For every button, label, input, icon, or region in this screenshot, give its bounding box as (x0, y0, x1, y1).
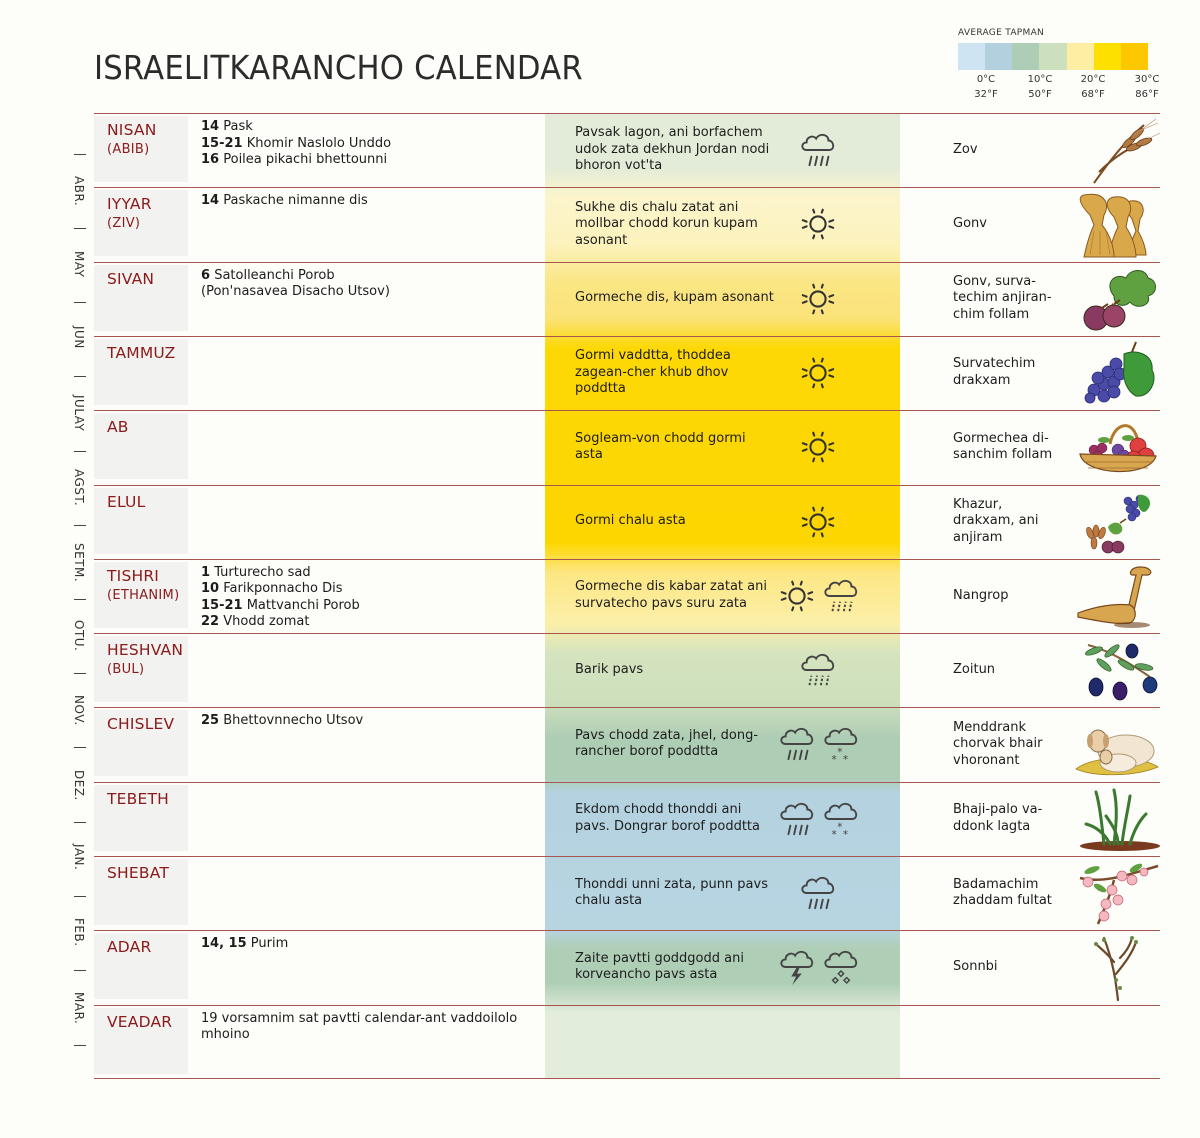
crop-description: Menddrank chorvak bhair vhoronant (953, 719, 1043, 768)
weather-icons (778, 560, 860, 632)
festival-item (201, 193, 531, 210)
hebrew-month-alt-name: (ETHANIM) (107, 587, 180, 603)
hebrew-month-name: HESHVAN (107, 641, 184, 660)
legend-swatch (1121, 43, 1148, 70)
weather-description: Sogleam-von chodd gormi asta (575, 430, 746, 463)
legend-tick: 30°C 86°F (1134, 74, 1160, 100)
weather-icons (799, 486, 837, 558)
festival-text: Mattvanchi Porob (246, 597, 360, 613)
legend-swatch (1012, 43, 1039, 70)
hebrew-month-name: TEBETH (107, 789, 170, 808)
festival-text: Pask (223, 119, 253, 134)
snow-cloud-icon (822, 725, 860, 763)
sun-icon (799, 428, 837, 466)
month-cell (94, 488, 188, 554)
festival-text: Vhodd zomat (223, 614, 310, 630)
table-row (94, 633, 1160, 707)
rain-cloud-icon (778, 800, 816, 838)
sun-icon (799, 205, 837, 243)
table-bottom-border (94, 1078, 1160, 1079)
month-tick (74, 525, 86, 526)
festival-text: Bhettovnnecho Utsov (223, 713, 364, 729)
festivals-list (201, 936, 531, 953)
wheat-sheaf-icon (1074, 191, 1160, 259)
festival-day: 16 (201, 152, 220, 167)
svg-text:*: * (831, 828, 837, 838)
festival-day: 14, 15 (201, 936, 247, 952)
rain-cloud-icon (799, 874, 837, 912)
month-cell (94, 265, 188, 331)
weather-icons (778, 708, 860, 780)
month-cell (94, 710, 188, 776)
crop-description: Bhaji-palo va-ddonk lagta (953, 802, 1043, 834)
weather-description: Gormeche dis kabar zatat ani survatecho pavs suru zata (575, 579, 767, 611)
festival-day: 10 (201, 581, 220, 597)
month-tick (74, 376, 86, 377)
table-row (94, 559, 1160, 633)
festivals-list (201, 119, 531, 169)
flax-icon (1074, 934, 1160, 1002)
weather-description: Barik pavs (575, 661, 644, 677)
legend-swatch (985, 43, 1012, 70)
fig-icon (1074, 266, 1160, 334)
month-tick (74, 302, 86, 303)
festival-item (201, 152, 531, 169)
table-row (94, 113, 1160, 187)
weather-icons (778, 931, 860, 1003)
festival-text: Farikponnacho Dis (223, 581, 343, 597)
festival-day: 14 (201, 193, 220, 209)
festival-day: 25 (201, 713, 220, 729)
month-cell (94, 413, 188, 479)
hebrew-month-name: VEADAR (107, 1012, 173, 1031)
table-row (94, 707, 1160, 781)
crop-description: Gonv (953, 216, 987, 232)
crop-description: Gormechea di-sanchim follam (953, 430, 1053, 463)
table-row (94, 782, 1160, 856)
sprouts-icon (1074, 786, 1160, 854)
table-row (94, 485, 1160, 559)
legend-tick: 0°C 32°F (974, 74, 998, 100)
festival-item (201, 581, 531, 598)
gregorian-month: MAR. (72, 992, 86, 1025)
hebrew-month-name: ADAR (107, 938, 152, 957)
festivals-list (201, 1011, 531, 1044)
festival-day: 14 (201, 119, 220, 134)
month-tick (74, 970, 86, 971)
svg-text:*: * (837, 746, 843, 759)
weather-description: Zaite pavtti goddgodd ani korveancho pavs asta (575, 950, 744, 983)
month-tick (74, 451, 86, 452)
month-tick (74, 1045, 86, 1046)
month-tick (74, 228, 86, 229)
svg-text:*: * (842, 754, 849, 764)
month-cell (94, 933, 188, 999)
festival-day: 15-21 (201, 597, 243, 613)
legend-title: AVERAGE TAPMAN (958, 28, 1045, 38)
crop-description: Gonv, surva-techim anjiran-chim follam (953, 273, 1052, 322)
festival-day: 1 (201, 564, 211, 580)
drizzle-cloud-icon (799, 651, 837, 689)
hail-cloud-icon (822, 948, 860, 986)
gregorian-month: NOV. (72, 695, 86, 726)
table-row (94, 187, 1160, 261)
svg-text:*: * (831, 754, 837, 764)
month-cell (94, 636, 188, 702)
rain-cloud-icon (799, 131, 837, 169)
hebrew-month-alt-name: (BUL) (107, 662, 145, 678)
festival-text: Paskache nimanne dis (223, 193, 368, 209)
legend-tick: 20°C 68°F (1080, 74, 1106, 100)
almond-blossom-icon (1074, 860, 1160, 928)
fruit-basket-icon (1074, 414, 1160, 482)
table-row (94, 262, 1160, 336)
weather-icons (778, 783, 860, 855)
festival-day: 22 (201, 614, 220, 630)
crop-description: Nangrop (953, 587, 1009, 603)
month-cell (94, 116, 188, 182)
sun-icon (799, 354, 837, 392)
month-tick (74, 896, 86, 897)
hebrew-month-name: SIVAN (107, 269, 155, 288)
table-row (94, 930, 1160, 1004)
festival-day: 6 (201, 267, 211, 283)
plow-icon (1074, 563, 1160, 631)
festival-item (201, 268, 531, 285)
svg-text:*: * (842, 828, 849, 838)
sun-icon (799, 503, 837, 541)
weather-icons (799, 411, 837, 483)
hebrew-month-name: SHEBAT (107, 864, 169, 882)
weather-icons (799, 263, 837, 335)
hebrew-month-name: IYYAR (107, 195, 152, 214)
weather-icons (799, 188, 837, 260)
legend-swatch (1039, 43, 1066, 70)
month-cell (94, 1008, 188, 1074)
table-row (94, 856, 1160, 930)
crop-description: Zov (953, 141, 978, 157)
weather-description: Pavs chodd zata, jhel, dong-rancher borof poddtta (575, 727, 759, 760)
table-row (94, 1005, 1160, 1079)
festival-item (201, 598, 531, 615)
crop-description: Zoitun (953, 661, 996, 677)
month-cell (94, 859, 188, 925)
temperature-legend (958, 28, 1158, 104)
month-tick (74, 673, 86, 674)
gregorian-month: ABR. (72, 176, 86, 207)
festival-text: 19 vorsamnim sat pavtti calendar-ant vaddoilolo mhoino (201, 1010, 518, 1043)
festival-item (201, 136, 531, 153)
gregorian-month: DEZ. (72, 770, 86, 801)
festival-item (201, 565, 531, 582)
festivals-list (201, 193, 531, 210)
sun-icon (778, 577, 816, 615)
festival-text: Turturecho sad (214, 564, 311, 580)
crop-description: Khazur, drakxam, ani anjiram (953, 496, 1039, 545)
festival-text: Poilea pikachi bhettounni (223, 152, 388, 167)
weather-description: Thonddi unni zata, punn pavs chalu asta (575, 876, 768, 908)
crop-description: Sonnbi (953, 959, 998, 975)
gregorian-month: FEB. (72, 918, 86, 947)
table-row (94, 336, 1160, 410)
festival-text: Satolleanchi Porob (214, 267, 335, 283)
month-tick (74, 154, 86, 155)
month-tick (74, 747, 86, 748)
festival-text: (Pon'nasavea Disacho Utsov) (201, 284, 390, 300)
snow-cloud-icon (822, 800, 860, 838)
sheep-icon (1074, 711, 1160, 779)
gregorian-month: JAN. (72, 844, 86, 871)
festivals-list (201, 565, 531, 631)
weather-icons (799, 114, 837, 186)
month-cell (94, 785, 188, 851)
gregorian-month: SETM. (72, 543, 86, 583)
weather-icons (799, 337, 837, 409)
festivals-list (201, 713, 531, 730)
crop-description: Survatechim drakxam (953, 356, 1036, 388)
weather-icons (799, 857, 837, 929)
festival-item (201, 936, 531, 953)
weather-description: Gormeche dis, kupam asonant (575, 290, 774, 306)
weather-description: Gormi vaddtta, thoddea zagean-cher khub dhov poddtta (575, 348, 731, 397)
hebrew-month-name: AB (107, 418, 129, 437)
festival-day: 15-21 (201, 135, 243, 151)
grapes-icon (1074, 340, 1160, 408)
thunder-cloud-icon (778, 948, 816, 986)
festival-item (201, 119, 531, 136)
festival-item (201, 1011, 531, 1044)
gregorian-month: JUN (72, 326, 86, 349)
hebrew-month-alt-name: (ZIV) (107, 216, 141, 232)
hebrew-month-name: ELUL (107, 492, 146, 511)
legend-swatch (1067, 43, 1094, 70)
festival-item (201, 614, 531, 631)
gregorian-month: OTU. (72, 620, 86, 652)
weather-description: Sukhe dis chalu zatat ani mollbar chodd korun kupam asonant (575, 199, 758, 248)
hebrew-month-alt-name: (ABIB) (107, 142, 150, 157)
weather-icons (799, 634, 837, 706)
sun-icon (799, 280, 837, 318)
hebrew-month-name: NISAN (107, 121, 157, 139)
weather-description: Gormi chalu asta (575, 513, 686, 529)
hebrew-month-name: TAMMUZ (107, 343, 176, 362)
festival-item (201, 284, 531, 301)
month-cell (94, 190, 188, 256)
gregorian-month: AGST. (72, 469, 86, 507)
legend-swatch (1094, 43, 1121, 70)
crop-description: Badamachim zhaddam fultat (953, 876, 1052, 908)
month-tick (74, 599, 86, 600)
legend-swatch (958, 43, 985, 70)
legend-tick: 10°C 50°F (1027, 74, 1053, 100)
month-cell (94, 339, 188, 405)
drizzle-cloud-icon (822, 577, 860, 615)
festival-text: Purim (250, 936, 289, 952)
legend-color-bar (958, 43, 1148, 70)
svg-text:*: * (837, 821, 843, 834)
hebrew-month-name: CHISLEV (107, 715, 175, 734)
gregorian-month: JULAY (72, 395, 86, 432)
month-cell (94, 562, 188, 628)
page-title: ISRAELITKARANCHO CALENDAR (94, 48, 583, 87)
festivals-list (201, 268, 531, 301)
olive-icon (1074, 637, 1160, 705)
legend-ticks (958, 72, 1158, 104)
weather-description: Pavsak lagon, ani borfachem udok zata dekhun Jordan nodi bhoron vot'ta (575, 125, 770, 174)
rain-cloud-icon (778, 725, 816, 763)
barley-icon (1074, 117, 1160, 185)
hebrew-month-name: TISHRI (107, 566, 160, 585)
month-tick (74, 822, 86, 823)
festival-item (201, 713, 531, 730)
table-row (94, 410, 1160, 484)
dates-grapes-figs-icon (1074, 489, 1160, 557)
festival-text: Khomir Naslolo Unddo (246, 135, 392, 151)
weather-description: Ekdom chodd thonddi ani pavs. Dongrar borof poddtta (575, 802, 760, 834)
gregorian-month: MAY (72, 251, 86, 278)
